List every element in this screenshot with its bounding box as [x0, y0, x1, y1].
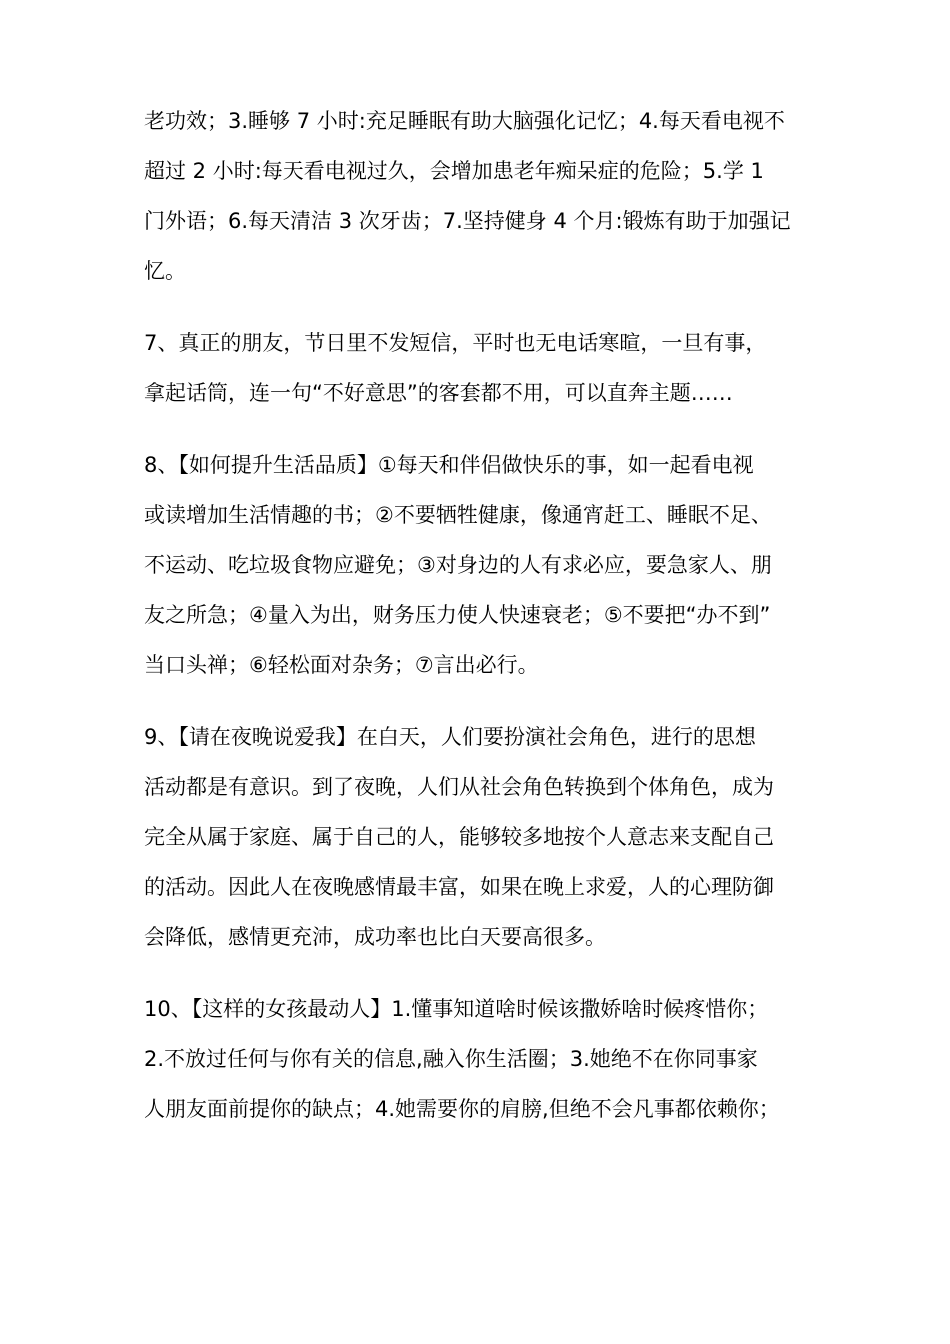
- text-line: 门外语；6.每天清洁 3 次牙齿；7.坚持健身 4 个月:锻炼有助于加强记: [144, 209, 791, 233]
- text-line: 活动都是有意识。到了夜晚，人们从社会角色转换到个体角色，成为: [144, 775, 774, 799]
- text-line: 友之所急；④量入为出，财务压力使人快速衰老；⑤不要把“办不到”: [144, 603, 771, 627]
- text-line: 会降低，感情更充沛，成功率也比白天要高很多。: [144, 925, 606, 949]
- text-line: 9、【请在夜晚说爱我】在白天，人们要扮演社会角色，进行的思想: [144, 725, 756, 749]
- paragraph-10-charming-girls: [144, 984, 820, 1134]
- text-line: 完全从属于家庭、属于自己的人，能够较多地按个人意志来支配自己: [144, 825, 774, 849]
- text-line: 的活动。因此人在夜晚感情最丰富，如果在晚上求爱，人的心理防御: [144, 875, 774, 899]
- text-line: 不运动、吃垃圾食物应避免；③对身边的人有求必应，要急家人、朋: [144, 553, 772, 577]
- text-line: 老功效；3.睡够 7 小时:充足睡眠有助大脑强化记忆；4.每天看电视不: [144, 109, 785, 133]
- text-line: 超过 2 小时:每天看电视过久，会增加患老年痴呆症的危险；5.学 1: [144, 159, 764, 183]
- text-line: 7、真正的朋友，节日里不发短信，平时也无电话寒暄，一旦有事，: [144, 331, 767, 355]
- text-line: 拿起话筒，连一句“不好意思”的客套都不用，可以直奔主题……: [144, 381, 733, 405]
- paragraph-8-life-quality: [144, 440, 820, 690]
- text-line: 8、【如何提升生活品质】①每天和伴侣做快乐的事，如一起看电视: [144, 453, 754, 477]
- paragraph-9-love-at-night: [144, 712, 820, 962]
- text-line: 或读增加生活情趣的书；②不要牺牲健康，像通宵赶工、睡眠不足、: [144, 503, 772, 527]
- text-line: 人朋友面前提你的缺点；4.她需要你的肩膀,但绝不会凡事都依赖你；: [144, 1097, 780, 1121]
- text-line: 忆。: [144, 259, 186, 283]
- paragraph-7-true-friends: [144, 318, 820, 418]
- text-line: 当口头禅；⑥轻松面对杂务；⑦言出必行。: [144, 653, 539, 677]
- text-line: 2.不放过任何与你有关的信息,融入你生活圈；3.她绝不在你同事家: [144, 1047, 758, 1071]
- paragraph-brain-health-tips: [144, 96, 820, 296]
- document-body: [144, 96, 820, 1156]
- text-line: 10、【这样的女孩最动人】1.懂事知道啥时候该撒娇啥时候疼惜你；: [144, 997, 769, 1021]
